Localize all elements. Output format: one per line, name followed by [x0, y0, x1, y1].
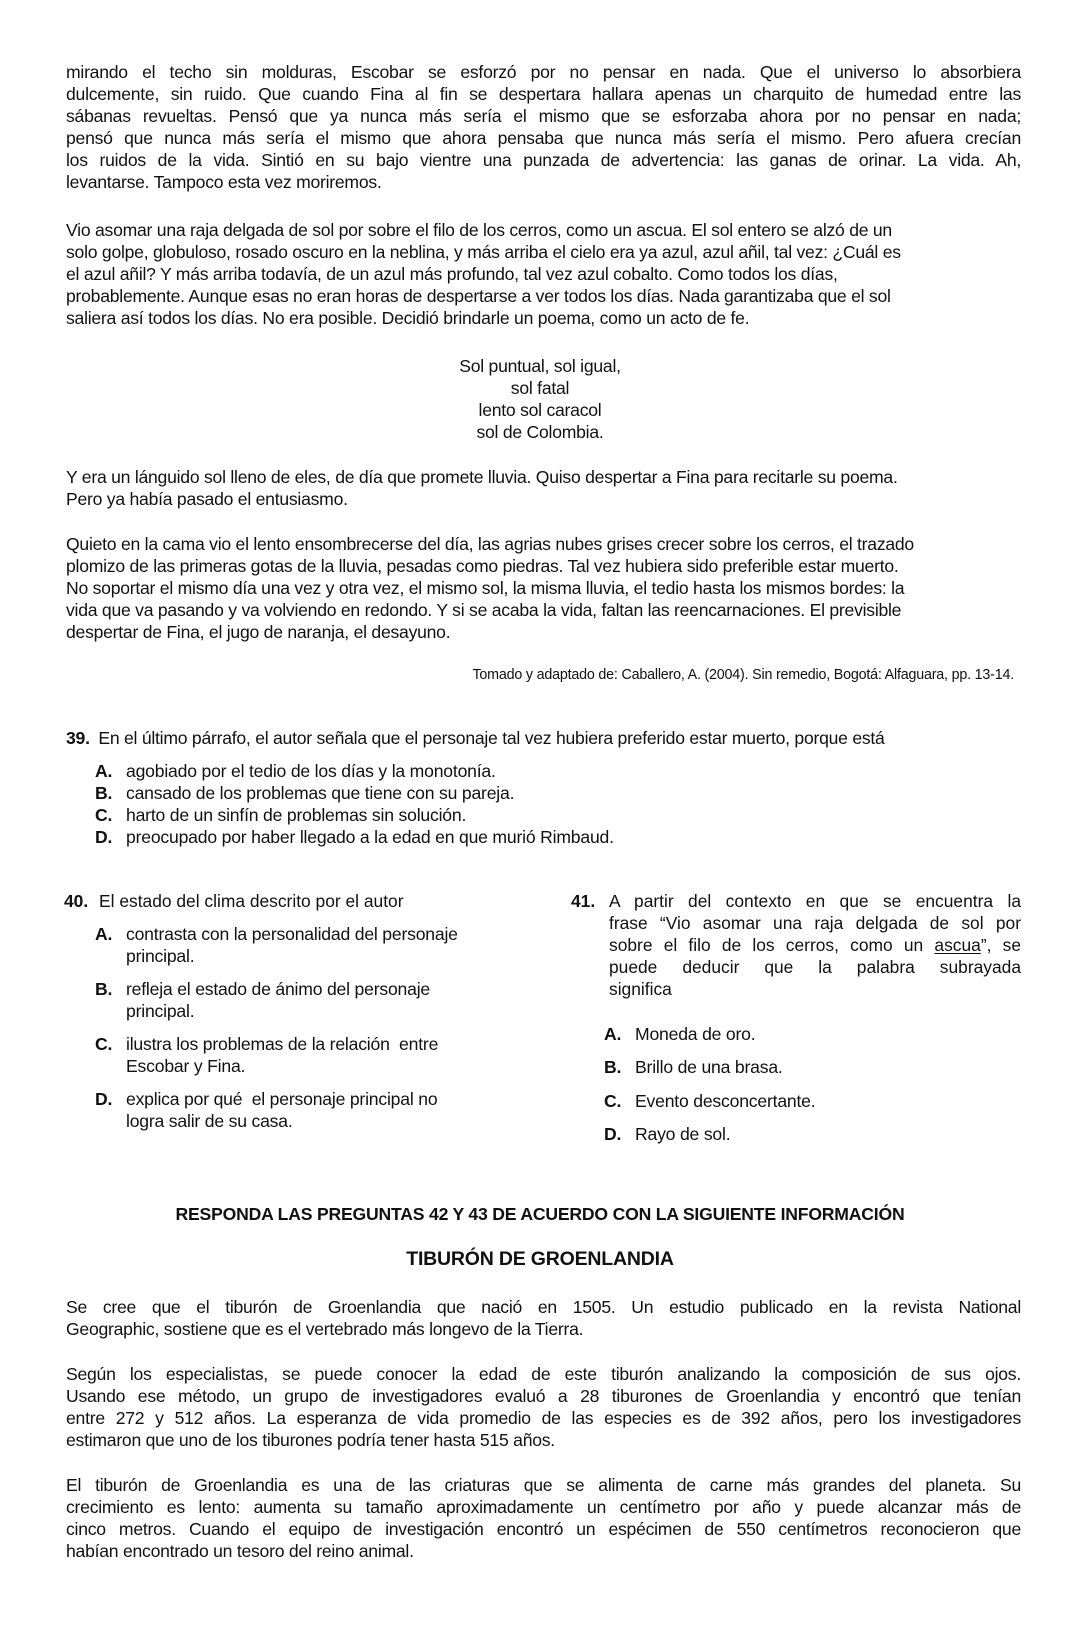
poem-line: Sol puntual, sol igual,: [459, 356, 621, 376]
option-letter: A.: [604, 1024, 622, 1044]
underlined-word: ascua: [934, 935, 981, 955]
text-line: mirando el techo sin molduras, Escobar se esforzó por no pensar en nada. Que el universo lo absorbiera: [66, 62, 1021, 82]
option-text-line: principal.: [126, 946, 195, 966]
text-line: Vio asomar una raja delgada de sol por sobre el filo de los cerros, como un ascua. El sol entero se alzó de un: [66, 220, 892, 240]
question-number: [571, 890, 595, 912]
text-line: plomizo de las primeras gotas de la lluvia, pesadas como piedras. Tal vez hubiera sido preferible estar muerto.: [66, 556, 899, 576]
option-text-line: logra salir de su casa.: [126, 1111, 293, 1131]
option-text-line: contrasta con la personalidad del personaje: [126, 924, 458, 944]
option-text: preocupado por haber llegado a la edad en que murió Rimbaud.: [126, 827, 614, 847]
question-number: 39.: [66, 728, 90, 748]
question-number-label: 41.: [571, 891, 596, 911]
question-stem: [66, 727, 1021, 749]
option-letter: B.: [95, 783, 113, 803]
option-text-line: Escobar y Fina.: [126, 1056, 246, 1076]
poem-line: sol fatal: [510, 378, 570, 398]
text-line: saliera así todos los días. No era posible. Decidió brindarle un poema, como un acto de fe.: [66, 308, 750, 328]
question-stem-line: [609, 934, 1021, 956]
text-line: No soportar el mismo día una vez y otra vez, el mismo sol, la misma lluvia, el tedio hasta los mismos bordes: la: [66, 578, 905, 598]
option-letter: B.: [604, 1057, 622, 1077]
option-text: Evento desconcertante.: [635, 1091, 816, 1111]
text-line: entre 272 y 512 años. La esperanza de vida promedio de las especies es de 392 años, pero los investigadores: [66, 1408, 1021, 1428]
option-text-line: principal.: [126, 1001, 195, 1021]
text-line: los ruidos de la vida. Sintió en su bajo vientre una punzada de advertencia: las ganas de orinar. La vida. Ah,: [66, 150, 1021, 170]
poem-line: lento sol caracol: [478, 400, 602, 420]
question-stem-line: frase “Vio asomar una raja delgada de sol por: [609, 913, 1021, 933]
stem-fragment: ”, se: [980, 935, 1021, 955]
text-line: solo golpe, globuloso, rosado oscuro en la neblina, y más arriba el cielo era ya azul, azul añil, tal vez: ¿Cuál es: [66, 242, 901, 262]
text-line: Usando ese método, un grupo de investigadores evaluó a 28 tiburones de Groenlandia y encontró que tenían: [66, 1386, 1021, 1406]
citation: Tomado y adaptado de: Caballero, A. (2004). Sin remedio, Bogotá: Alfaguara, pp. 13-14.: [472, 667, 1014, 683]
option-letter: C.: [95, 805, 113, 825]
stem-fragment: sobre el filo de los cerros, como un: [609, 935, 935, 955]
text-line: Quieto en la cama vio el lento ensombrecerse del día, las agrias nubes grises crecer sobre los cerros, el trazado: [66, 534, 914, 554]
option-letter: B.: [95, 979, 113, 999]
text-line: Pero ya había pasado el entusiasmo.: [66, 489, 348, 509]
text-line: Se cree que el tiburón de Groenlandia que nació en 1505. Un estudio publicado en la revista National: [66, 1297, 1021, 1317]
poem-line: sol de Colombia.: [476, 422, 604, 442]
text-line: habían encontrado un tesoro del reino animal.: [66, 1541, 414, 1561]
option-text-line: ilustra los problemas de la relación entre: [126, 1034, 439, 1054]
text-line: levantarse. Tampoco esta vez moriremos.: [66, 172, 382, 192]
question-number: 40.: [64, 891, 89, 911]
text-line: cinco metros. Cuando el equipo de investigación encontró un espécimen de 550 centímetros reconocieron que: [66, 1519, 1021, 1539]
option-text: harto de un sinfín de problemas sin solución.: [126, 805, 467, 825]
text-line: pensó que nunca más sería el mismo que ahora pensaba que nunca más sería el mismo. Pero afuera crecían: [66, 128, 1021, 148]
question-stem: [64, 890, 404, 912]
option-letter: A.: [95, 924, 113, 944]
question-stem-line: puede deducir que la palabra subrayada: [609, 957, 1021, 977]
option-text-line: explica por qué el personaje principal no: [126, 1089, 438, 1109]
text-line: Según los especialistas, se puede conocer la edad de este tiburón analizando la composición de sus ojos.: [66, 1364, 1021, 1384]
question-stem-line: A partir del contexto en que se encuentra la: [609, 891, 1021, 911]
option-letter: C.: [604, 1091, 622, 1111]
section-title: TIBURÓN DE GROENLANDIA: [406, 1248, 674, 1270]
text-line: dulcemente, sin ruido. Que cuando Fina al fin se despertara hallara apenas un charquito de humedad entre las: [66, 84, 1021, 104]
option-letter: D.: [604, 1124, 622, 1144]
text-line: vida que va pasando y va volviendo en redondo. Y si se acaba la vida, faltan las reencarnaciones. El previsible: [66, 600, 902, 620]
option-letter: D.: [95, 827, 113, 847]
text-line: estimaron que uno de los tiburones podría tener hasta 515 años.: [66, 1430, 555, 1450]
option-letter: D.: [95, 1089, 113, 1109]
option-text: Moneda de oro.: [635, 1024, 756, 1044]
option-text: agobiado por el tedio de los días y la monotonía.: [126, 761, 496, 781]
text-line: crecimiento es lento: aumenta su tamaño aproximadamente un centímetro por año y puede alcanzar más de: [66, 1497, 1021, 1517]
option-text: Rayo de sol.: [635, 1124, 731, 1144]
text-line: el azul añil? Y más arriba todavía, de un azul más profundo, tal vez azul cobalto. Como todos los días,: [66, 264, 838, 284]
option-text-line: refleja el estado de ánimo del personaje: [126, 979, 431, 999]
text-line: despertar de Fina, el jugo de naranja, el desayuno.: [66, 622, 451, 642]
question-stem-line: significa: [609, 979, 672, 999]
text-line: Y era un lánguido sol lleno de eles, de día que promete lluvia. Quiso despertar a Fina para recitarle su poema.: [66, 467, 898, 487]
section-instruction: RESPONDA LAS PREGUNTAS 42 Y 43 DE ACUERDO CON LA SIGUIENTE INFORMACIÓN: [175, 1204, 905, 1224]
option-letter: A.: [95, 761, 113, 781]
question-text: El estado del clima descrito por el autor: [99, 891, 404, 911]
question-text: En el último párrafo, el autor señala que el personaje tal vez hubiera preferido estar muerto, porque está: [98, 728, 885, 748]
text-line: probablemente. Aunque esas no eran horas de despertarse a ver todos los días. Nada garantizaba que el sol: [66, 286, 891, 306]
text-line: Geographic, sostiene que es el vertebrado más longevo de la Tierra.: [66, 1319, 584, 1339]
option-text: cansado de los problemas que tiene con su pareja.: [126, 783, 515, 803]
option-letter: C.: [95, 1034, 113, 1054]
text-line: sábanas revueltas. Pensó que ya nunca más sería el mismo que se esforzaba ahora por no pensar en nada;: [66, 106, 1021, 126]
text-line: El tiburón de Groenlandia es una de las criaturas que se alimenta de carne más grandes del planeta. Su: [66, 1475, 1021, 1495]
option-text: Brillo de una brasa.: [635, 1057, 783, 1077]
